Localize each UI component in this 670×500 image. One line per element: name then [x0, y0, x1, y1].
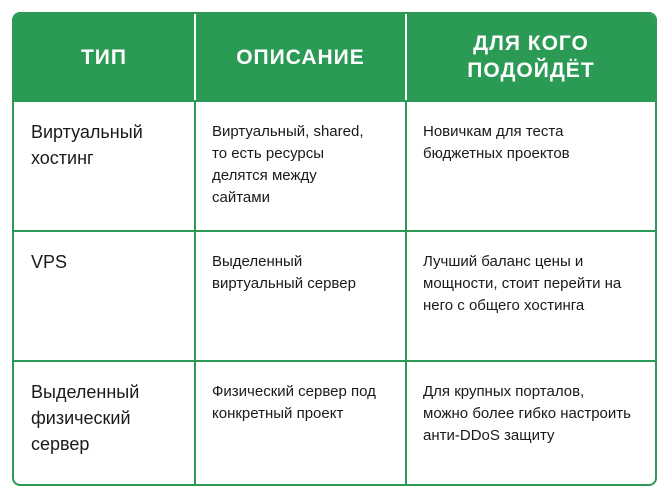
table-row — [14, 100, 655, 230]
hosting-description: Виртуальный, shared, то есть ресурсы делятся между сайтами — [212, 123, 364, 206]
header-cell-type — [14, 14, 194, 100]
cell-audience — [405, 362, 655, 486]
cell-audience — [405, 232, 655, 360]
table-row — [14, 230, 655, 360]
table-header — [14, 14, 655, 100]
hosting-audience: Новичкам для теста бюджетных проектов — [423, 123, 570, 162]
hosting-type: Выделенный физический сервер — [31, 382, 140, 454]
header-audience-label: ДЛЯ КОГО ПОДОЙДЁТ — [467, 32, 595, 82]
hosting-audience: Лучший баланс цены и мощности, стоит перейти на него с общего хостинга — [423, 253, 622, 314]
header-cell-description — [194, 14, 405, 100]
cell-description — [194, 232, 405, 360]
header-cell-audience — [405, 14, 655, 100]
hosting-comparison-table — [12, 12, 657, 486]
cell-type — [14, 232, 194, 360]
header-description-label: ОПИСАНИЕ — [236, 45, 365, 69]
cell-type — [14, 102, 194, 230]
hosting-description: Выделенный виртуальный сервер — [212, 253, 356, 292]
cell-audience — [405, 102, 655, 230]
cell-type — [14, 362, 194, 486]
cell-description — [194, 362, 405, 486]
table-row — [14, 360, 655, 486]
hosting-description: Физический сервер под конкретный проект — [212, 383, 376, 422]
hosting-type: Виртуальный хостинг — [31, 122, 143, 168]
header-type-label: ТИП — [80, 45, 127, 69]
hosting-audience: Для крупных порталов, можно более гибко настроить анти-DDoS защиту — [423, 383, 631, 444]
hosting-type: VPS — [31, 252, 68, 272]
cell-description — [194, 102, 405, 230]
